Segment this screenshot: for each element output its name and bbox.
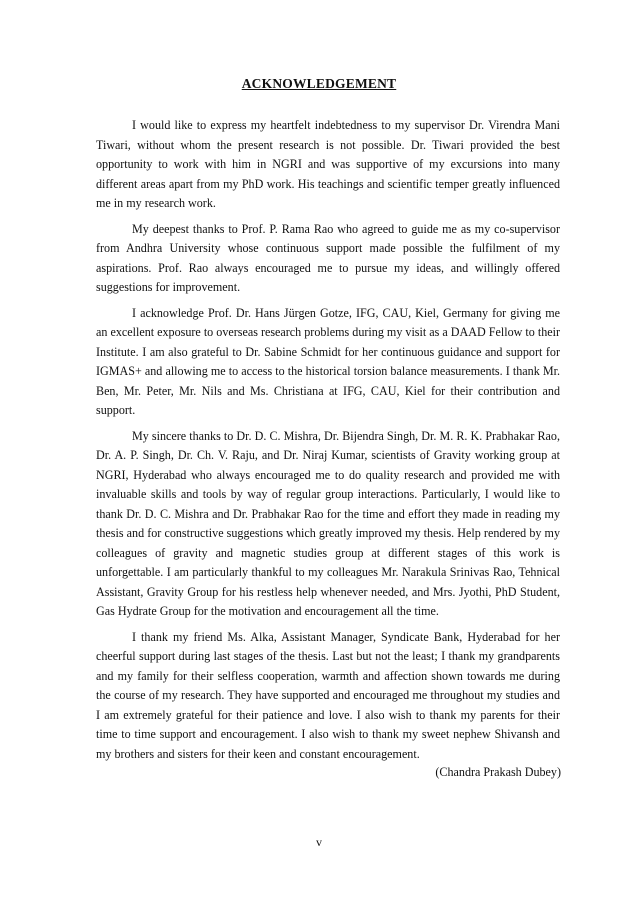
page-title: ACKNOWLEDGEMENT xyxy=(241,76,397,91)
paragraph-supervisor: I would like to express my heartfelt indebtedness to my supervisor Dr. Virendra Mani Tiwari, without whom the present research is not possible. Dr. Tiwari provided the best opportunity to work with him in NGRI and was supportive of my excursions into many different areas apart from my PhD work. His teachings and scientific temper greatly influenced me in my research work. xyxy=(96,118,560,210)
paragraph-colleagues: My sincere thanks to Dr. D. C. Mishra, Dr. Bijendra Singh, Dr. M. R. K. Prabhakar Rao, Dr. A. P. Singh, Dr. Ch. V. Raju, and Dr. Niraj Kumar, scientists of Gravity working group at NGRI, Hyderabad who always encouraged me to do quality research and provided me with invaluable skills and tools by way of regular group interactions. Particularly, I would like to thank Dr. D. C. Mishra and Dr. Prabhakar Rao for the time and effort they made in reading my thesis and for constructive suggestions which greatly improved my thesis. Help rendered by my colleagues of gravity and magnetic studies group at different stages of this work is unforgettable. I am particularly thankful to my colleagues Mr. Narakula Srinivas Rao, Tehnical Assistant, Gravity Group for his restless help whenever needed, and Mrs. Jyothi, PhD Student, Gas Hydrate Group for the motivation and encouragement all the time. xyxy=(96,428,560,618)
author-signature: (Chandra Prakash Dubey) xyxy=(435,765,561,779)
page-number: v xyxy=(316,835,322,849)
paragraph-overseas: I acknowledge Prof. Dr. Hans Jürgen Gotze, IFG, CAU, Kiel, Germany for giving me an excellent exposure to overseas research problems during my visit as a DAAD Fellow to their Institute. I am also grateful to Dr. Sabine Schmidt for her continuous guidance and support for IGMAS+ and allowing me to access to the historical torsion balance measurements. I thank Mr. Ben, Mr. Peter, Mr. Nils and Ms. Christiana at IFG, CAU, Kiel for their contribution and support. xyxy=(96,305,560,417)
acknowledgement-body xyxy=(96,116,560,770)
paragraph-family: I thank my friend Ms. Alka, Assistant Manager, Syndicate Bank, Hyderabad for her cheerful support during last stages of the thesis. Last but not the least; I thank my grandparents and my family for their selfless cooperation, warmth and affection shown towards me during the course of my research. They have supported and encouraged me throughout my studies and I am extremely grateful for their patience and love. I also wish to thank my parents for their time to time support and encouragement. I also wish to thank my sweet nephew Shivansh and my brothers and sisters for their keen and constant encouragement. xyxy=(96,629,560,761)
paragraph-co-supervisor: My deepest thanks to Prof. P. Rama Rao who agreed to guide me as my co-supervisor from Andhra University whose continuous support made possible the fulfilment of my aspirations. Prof. Rao always encouraged me to pursue my ideas, and willingly offered suggestions for improvement. xyxy=(96,221,560,294)
